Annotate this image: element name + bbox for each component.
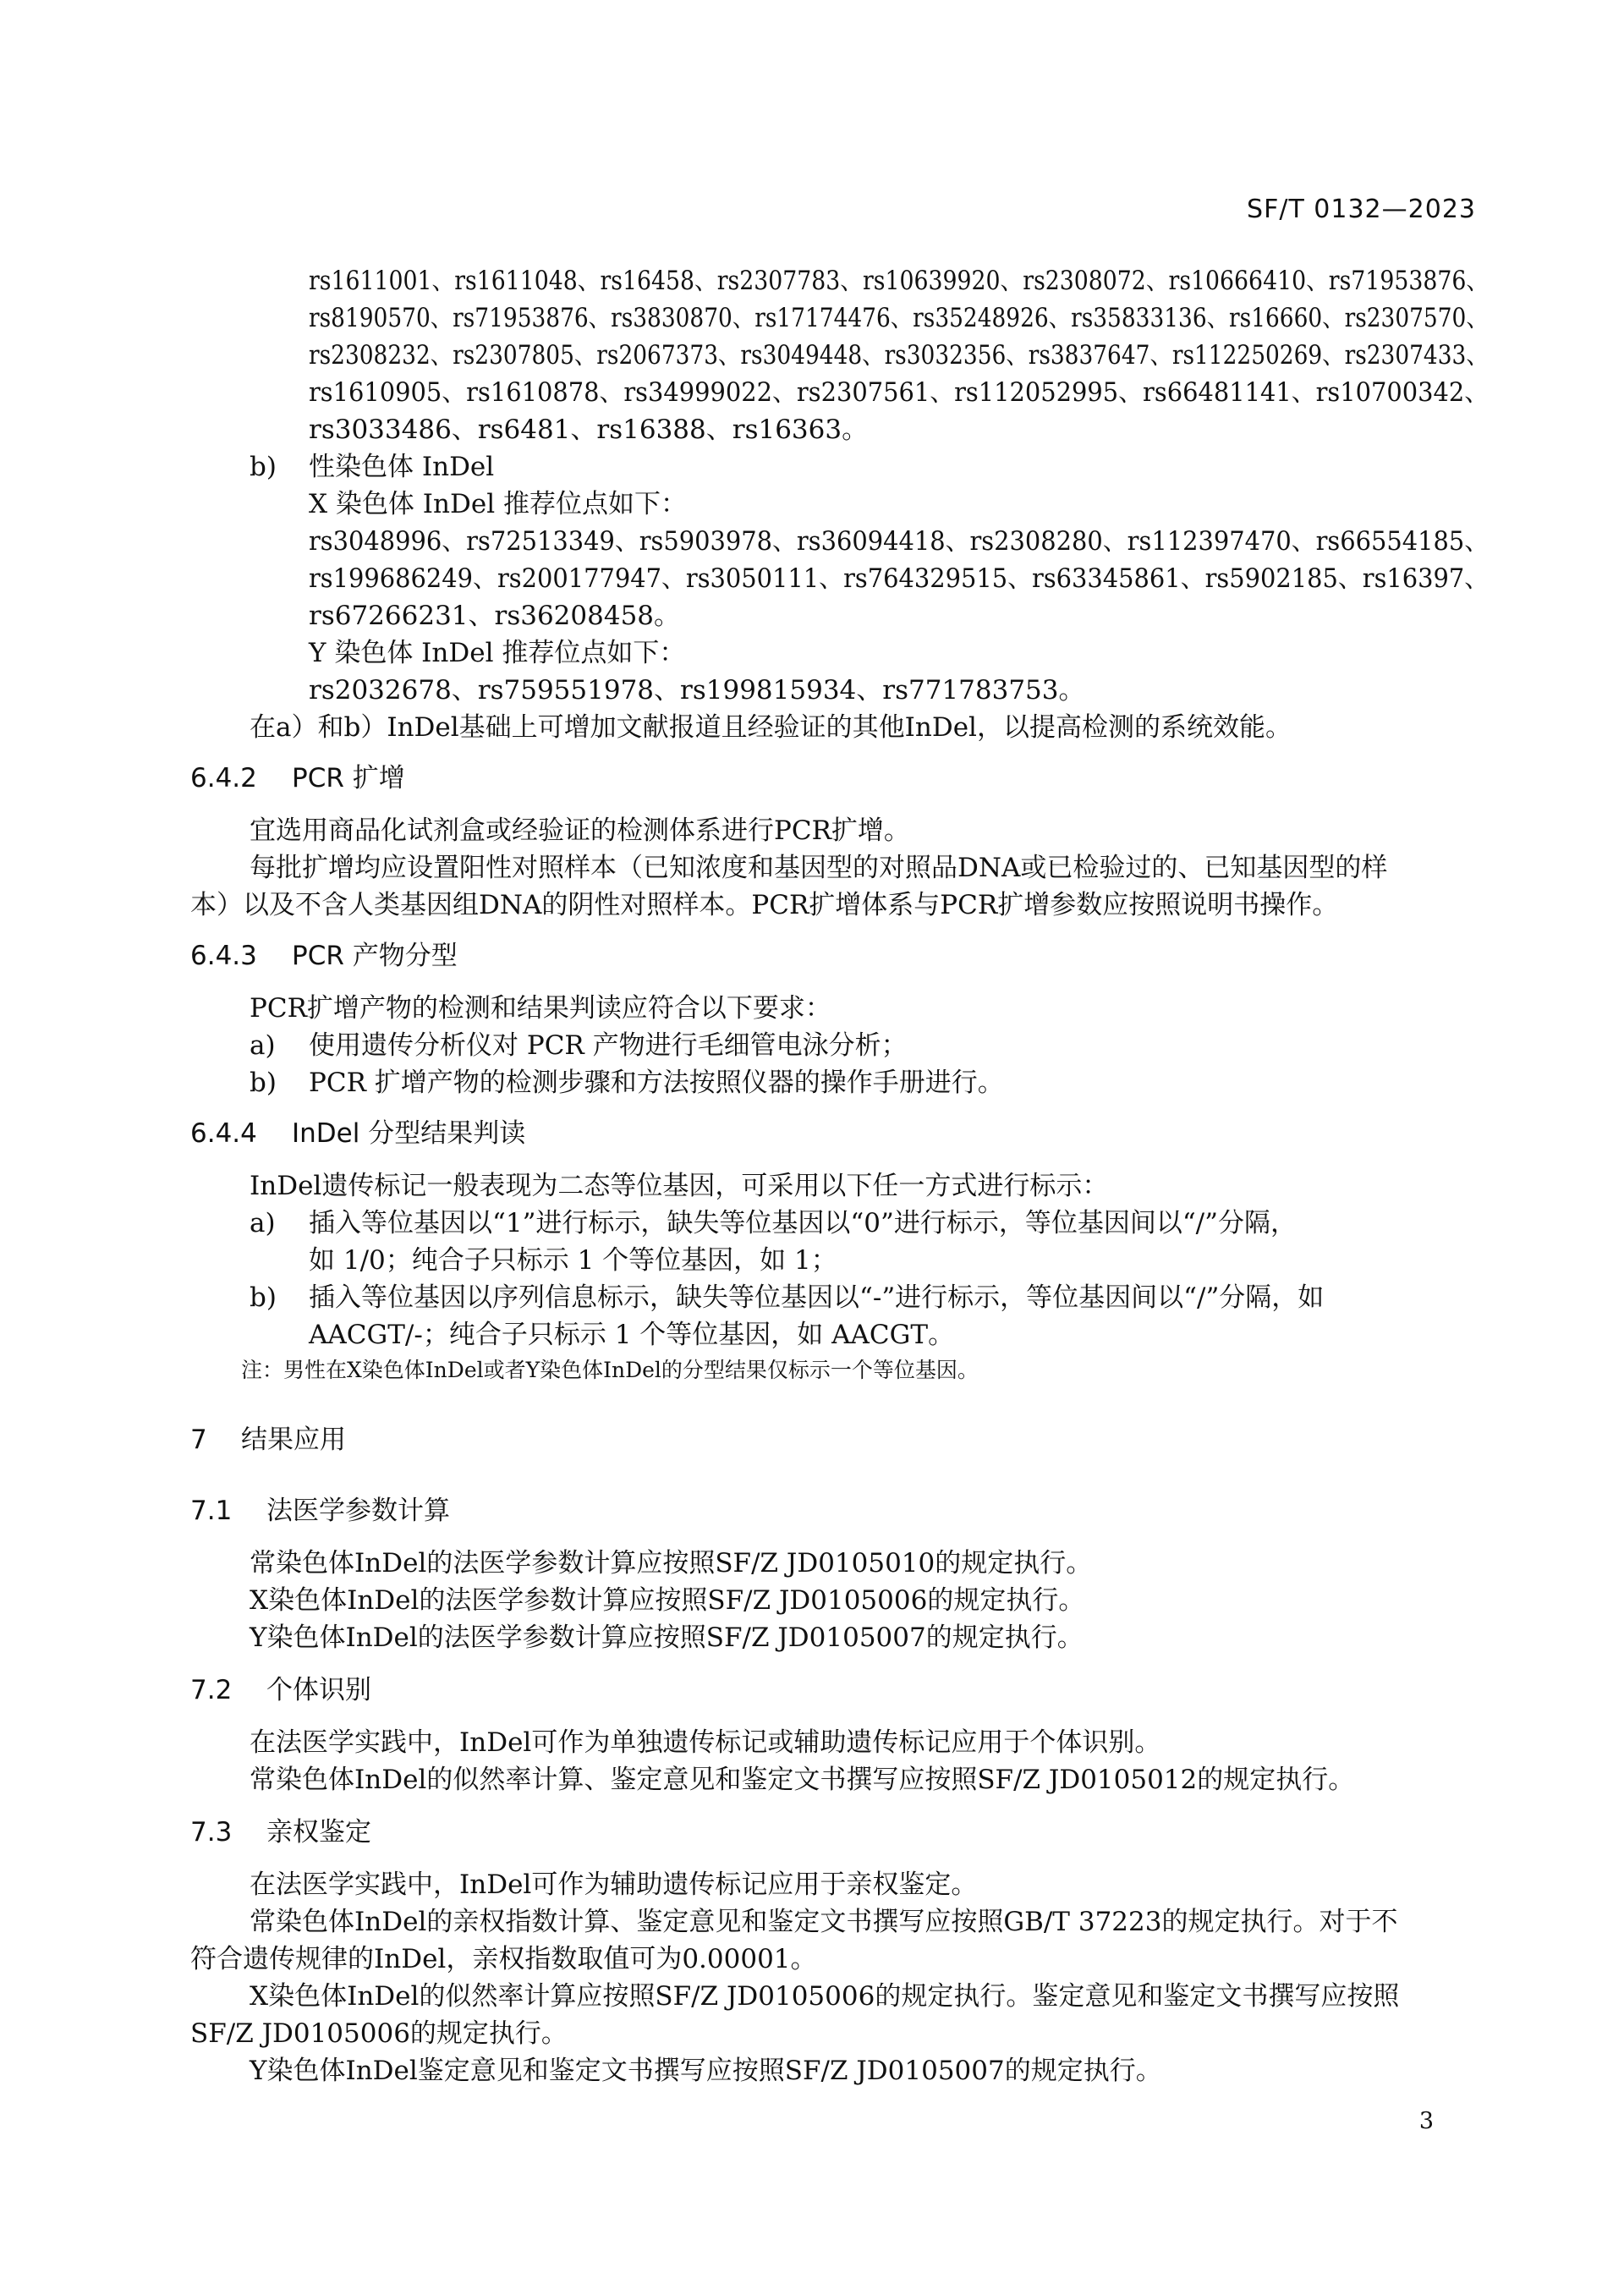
list-item: a) 插入等位基因以“1”进行标示，缺失等位基因以“0”进行标示，等位基因间以“/”分隔，	[250, 1208, 1297, 1238]
paragraph: X染色体InDel的法医学参数计算应按照SF/Z JD0105006的规定执行。	[250, 1585, 1085, 1616]
heading-7-3: 7.3 亲权鉴定	[190, 1817, 371, 1848]
paragraph: X染色体InDel的似然率计算应按照SF/Z JD0105006的规定执行。鉴定意见和鉴定文书撰写应按照	[250, 1981, 1400, 2012]
x-intro: X 染色体 InDel 推荐位点如下：	[309, 489, 687, 519]
document-code: SF/T 0132—2023	[1247, 195, 1476, 224]
y-locus-line: rs2032678、rs759551978、rs199815934、rs771783753。	[309, 675, 1085, 706]
paragraph: 每批扩增均应设置阳性对照样本（已知浓度和基因型的对照品DNA或已检验过的、已知基因型的样	[250, 853, 1388, 883]
paragraph: InDel遗传标记一般表现为二态等位基因，可采用以下任一方式进行标示：	[250, 1171, 1109, 1201]
paragraph: 符合遗传规律的InDel，亲权指数取值可为0.00001。	[190, 1944, 817, 1974]
heading-6-4-3: 6.4.3 PCR 产物分型	[190, 941, 458, 971]
heading-7-2: 7.2 个体识别	[190, 1675, 371, 1705]
list-item: b) PCR 扩增产物的检测步骤和方法按照仪器的操作手册进行。	[250, 1068, 1004, 1098]
paragraph: Y染色体InDel的法医学参数计算应按照SF/Z JD0105007的规定执行。	[250, 1622, 1084, 1653]
x-locus-line: rs67266231、rs36208458。	[309, 601, 681, 631]
x-locus-line: rs3048996、rs72513349、rs5903978、rs36094418、rs2308280、rs112397470、rs66554185、	[309, 526, 1490, 557]
paragraph: 在法医学实践中，InDel可作为辅助遗传标记应用于亲权鉴定。	[250, 1869, 978, 1900]
closing-paragraph: 在a）和b）InDel基础上可增加文献报道且经验证的其他InDel，以提高检测的系统效能。	[250, 712, 1292, 743]
heading-7: 7 结果应用	[190, 1425, 346, 1455]
paragraph: 宜选用商品化试剂盒或经验证的检测体系进行PCR扩增。	[250, 815, 910, 846]
paragraph: 常染色体InDel的似然率计算、鉴定意见和鉴定文书撰写应按照SF/Z JD0105012的规定执行。	[250, 1765, 1355, 1795]
locus-line: rs1610905、rs1610878、rs34999022、rs2307561、rs112052995、rs66481141、rs10700342、	[309, 377, 1490, 408]
list-label: b)	[250, 452, 277, 482]
locus-line: rs2308232、rs2307805、rs2067373、rs3049448、rs3032356、rs3837647、rs112250269、rs2307433、	[309, 340, 1489, 371]
locus-line: rs1611001、rs1611048、rs16458、rs2307783、rs10639920、rs2308072、rs10666410、rs71953876、	[309, 266, 1490, 296]
paragraph: Y染色体InDel鉴定意见和鉴定文书撰写应按照SF/Z JD0105007的规定执行。	[250, 2056, 1162, 2086]
paragraph: 本）以及不含人类基因组DNA的阴性对照样本。PCR扩增体系与PCR扩增参数应按照说明书操作。	[190, 890, 1339, 920]
locus-line: rs3033486、rs6481、rs16388、rs16363。	[309, 415, 869, 445]
list-item: b) 插入等位基因以序列信息标示，缺失等位基因以“-”进行标示，等位基因间以“/”分隔，如	[250, 1282, 1325, 1313]
list-item: a) 使用遗传分析仪对 PCR 产物进行毛细管电泳分析；	[250, 1030, 908, 1061]
paragraph: PCR扩增产物的检测和结果判读应符合以下要求：	[250, 993, 831, 1024]
paragraph: 在法医学实践中，InDel可作为单独遗传标记或辅助遗传标记应用于个体识别。	[250, 1727, 1161, 1758]
note: 注：男性在X染色体InDel或者Y染色体InDel的分型结果仅标示一个等位基因。	[241, 1358, 979, 1382]
heading-6-4-4: 6.4.4 InDel 分型结果判读	[190, 1118, 526, 1149]
paragraph: SF/Z JD0105006的规定执行。	[190, 2018, 568, 2049]
list-item-continuation: 如 1/0；纯合子只标示 1 个等位基因，如 1；	[309, 1245, 837, 1276]
list-item-continuation: AACGT/-；纯合子只标示 1 个等位基因，如 AACGT。	[309, 1320, 955, 1350]
heading-6-4-2: 6.4.2 PCR 扩增	[190, 763, 405, 793]
x-locus-line: rs199686249、rs200177947、rs3050111、rs764329515、rs63345861、rs5902185、rs16397、	[309, 563, 1490, 594]
heading-7-1: 7.1 法医学参数计算	[190, 1496, 450, 1526]
locus-line: rs8190570、rs71953876、rs3830870、rs17174476、rs35248926、rs35833136、rs16660、rs2307570、	[309, 303, 1489, 333]
page-number: 3	[1418, 2108, 1434, 2134]
y-intro: Y 染色体 InDel 推荐位点如下：	[309, 638, 686, 668]
list-item-b-title: b) 性染色体 InDel	[250, 448, 494, 486]
paragraph: 常染色体InDel的亲权指数计算、鉴定意见和鉴定文书撰写应按照GB/T 37223的规定执行。对于不	[250, 1907, 1398, 1937]
paragraph: 常染色体InDel的法医学参数计算应按照SF/Z JD0105010的规定执行。	[250, 1548, 1093, 1578]
